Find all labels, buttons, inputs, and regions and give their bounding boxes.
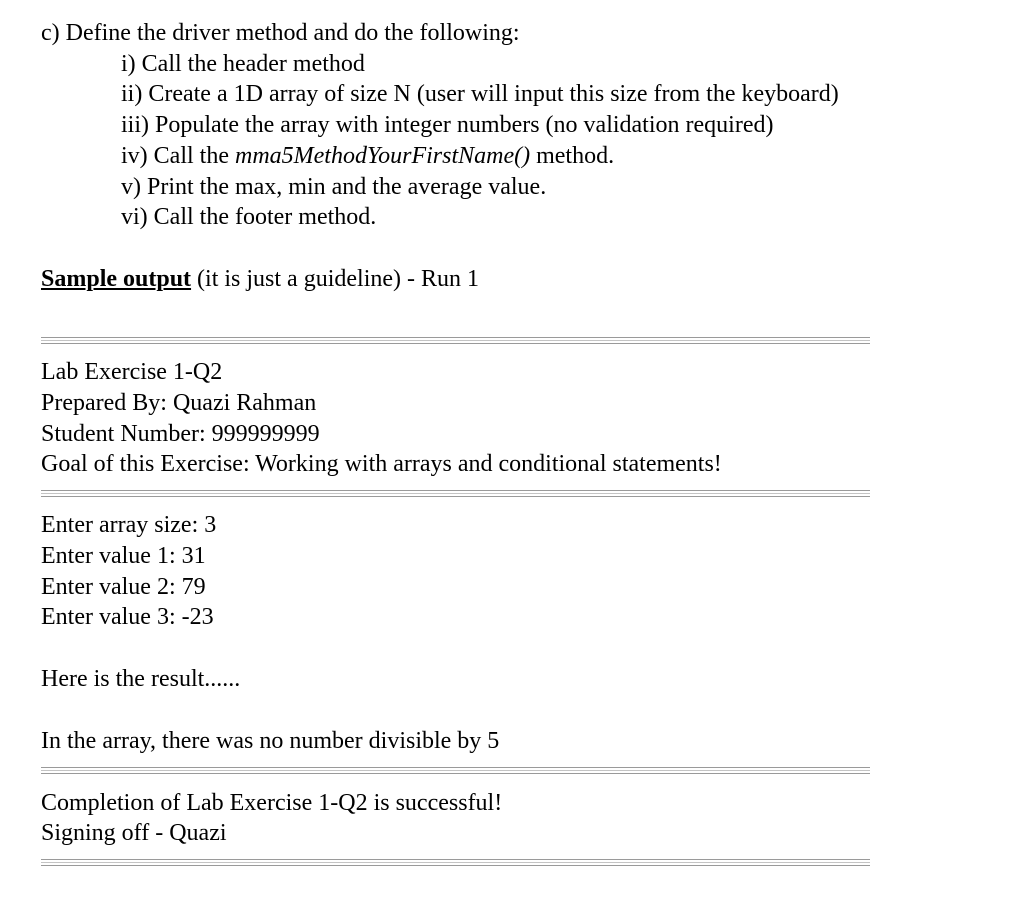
- separator-rule: [41, 767, 870, 774]
- step-4-suffix: method.: [530, 143, 615, 169]
- step-4: [121, 141, 614, 171]
- sample-output-label: Sample output: [41, 266, 192, 292]
- output-input-line: Enter value 1: 31: [41, 543, 206, 569]
- step-1: i) Call the header method: [121, 51, 365, 77]
- footer-line: Completion of Lab Exercise 1-Q2 is successful!: [41, 790, 503, 816]
- output-header-line: Prepared By: Quazi Rahman: [41, 390, 317, 416]
- step-6: vi) Call the footer method.: [121, 204, 377, 230]
- output-header-line: Goal of this Exercise: Working with arrays and conditional statements!: [41, 451, 722, 477]
- output-input-line: Enter value 3: -23: [41, 604, 214, 630]
- separator-rule: [41, 337, 870, 344]
- output-header-line: Lab Exercise 1-Q2: [41, 359, 223, 385]
- sample-output-line: [41, 264, 479, 294]
- instruction-heading: c) Define the driver method and do the following:: [41, 20, 520, 46]
- output-input-line: Enter value 2: 79: [41, 574, 206, 600]
- sample-output-caption: (it is just a guideline) - Run 1: [191, 266, 480, 292]
- result-text: In the array, there was no number divisible by 5: [41, 728, 500, 754]
- output-header-line: Student Number: 999999999: [41, 421, 320, 447]
- step-5: v) Print the max, min and the average value.: [121, 174, 547, 200]
- footer-line: Signing off - Quazi: [41, 820, 227, 846]
- step-4-prefix: iv) Call the: [121, 143, 235, 169]
- separator-rule: [41, 859, 870, 866]
- result-intro: Here is the result......: [41, 666, 241, 692]
- step-3: iii) Populate the array with integer numbers (no validation required): [121, 112, 774, 138]
- output-input-line: Enter array size: 3: [41, 512, 217, 538]
- step-2: ii) Create a 1D array of size N (user will input this size from the keyboard): [121, 81, 839, 107]
- method-name: mma5MethodYourFirstName(): [234, 143, 531, 169]
- separator-rule: [41, 490, 870, 497]
